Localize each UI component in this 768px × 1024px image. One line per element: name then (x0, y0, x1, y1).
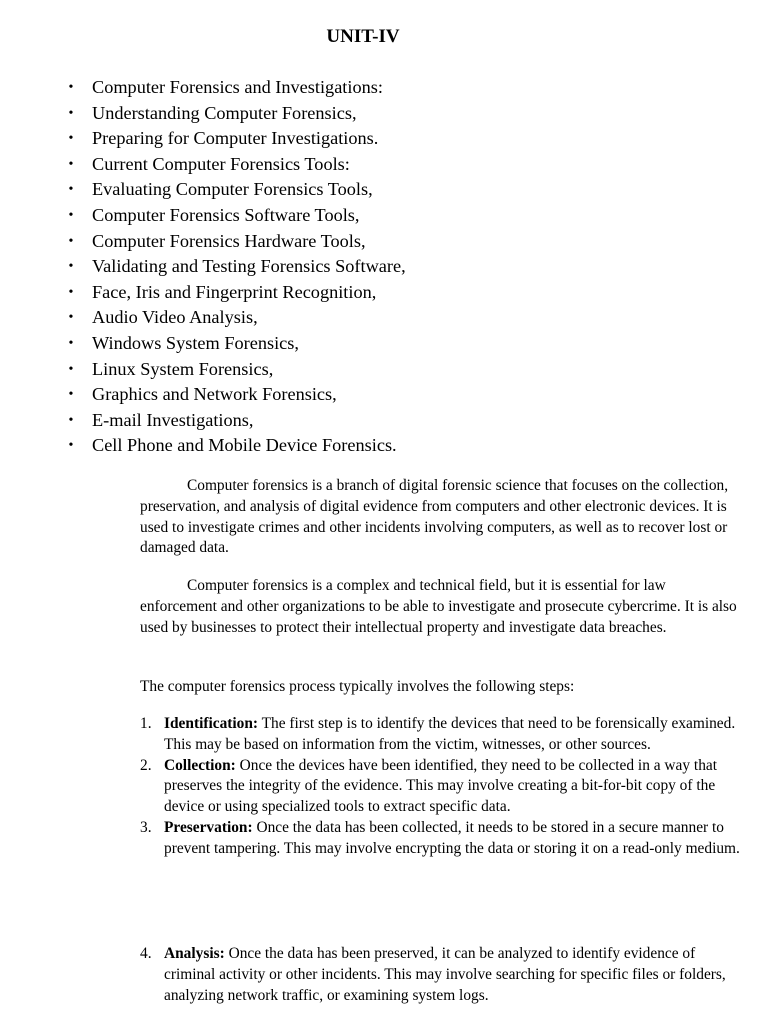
field-paragraph: Computer forensics is a complex and technical field, but it is essential for law enforcement and other organizations to be able to investigate and prosecute cybercrime. It is also used by businesses to protect their intellectual property and investigate data breaches. (140, 577, 737, 636)
process-step-preservation (140, 818, 740, 860)
topic-item (0, 126, 406, 152)
topic-item (0, 101, 406, 127)
bullet-icon: • (68, 310, 74, 326)
topic-label: Understanding Computer Forensics, (92, 102, 357, 123)
bullet-icon: • (68, 387, 74, 403)
topic-item (0, 382, 406, 408)
process-steps-list-continued (140, 944, 740, 1006)
topic-item (0, 75, 406, 101)
topic-item (0, 203, 406, 229)
step-number: 3. (140, 818, 152, 836)
step-description: Once the devices have been identified, they need to be collected in a way that preserves the integrity of the evidence. This may involve creating a bit-for-bit copy of the device or using specialized tools to extract specific data. (164, 756, 717, 816)
topic-label: Validating and Testing Forensics Software, (92, 256, 406, 277)
process-intro-paragraph: The computer forensics process typically involves the following steps: (140, 678, 575, 695)
intro-paragraph: Computer forensics is a branch of digital forensic science that focuses on the collection, preservation, and analysis of digital evidence from computers and other electronic devices. It is used to investigate crimes and other incidents involving computers, as well as to recover lost or damaged data. (140, 477, 729, 557)
topic-label: Face, Iris and Fingerprint Recognition, (92, 281, 377, 302)
topic-item (0, 305, 406, 331)
topic-label: E-mail Investigations, (92, 409, 254, 430)
bullet-icon: • (68, 412, 74, 428)
process-step-collection (140, 756, 740, 818)
step-number: 1. (140, 715, 152, 732)
step-number: 2. (140, 756, 152, 774)
bullet-icon: • (68, 80, 74, 95)
topic-label: Linux System Forensics, (92, 358, 274, 379)
topic-item (0, 331, 406, 357)
bullet-icon: • (68, 259, 74, 275)
topic-item (0, 229, 406, 255)
step-term: Preservation: (164, 818, 253, 836)
topic-label: Evaluating Computer Forensics Tools, (92, 179, 373, 200)
step-description: Once the data has been preserved, it can be analyzed to identify evidence of criminal activity or other incidents. This may involve searching for specific files or folders, analyzing network traffic, or examining system logs. (164, 945, 726, 1004)
bullet-icon: • (68, 131, 74, 147)
topic-label: Preparing for Computer Investigations. (92, 128, 379, 149)
bullet-icon: • (68, 233, 74, 249)
process-step-identification (140, 714, 740, 756)
topic-item (0, 254, 406, 280)
bullet-icon: • (68, 361, 74, 377)
topic-label: Audio Video Analysis, (92, 307, 258, 328)
bullet-icon: • (68, 284, 74, 300)
bullet-icon: • (68, 207, 74, 223)
step-term: Identification: (164, 715, 259, 732)
bullet-icon: • (68, 156, 74, 172)
topic-label: Computer Forensics Hardware Tools, (92, 230, 366, 251)
bullet-icon: • (68, 105, 74, 121)
topic-label: Windows System Forensics, (92, 332, 299, 353)
topic-item (0, 433, 406, 459)
process-step-analysis (140, 944, 740, 1006)
topic-label: Graphics and Network Forensics, (92, 384, 337, 405)
step-description: Once the data has been collected, it needs to be stored in a secure manner to prevent tampering. This may involve encrypting the data or storing it on a read-only medium. (164, 818, 740, 857)
topic-label: Computer Forensics and Investigations: (92, 77, 383, 97)
topic-label: Computer Forensics Software Tools, (92, 204, 360, 225)
step-description: The first step is to identify the devices that need to be forensically examined. This may be based on information from the victim, witnesses, or other sources. (164, 715, 736, 753)
topic-item (0, 177, 406, 203)
topic-item (0, 152, 406, 178)
step-term: Analysis: (164, 945, 225, 962)
topic-label: Current Computer Forensics Tools: (92, 153, 350, 174)
page-title: UNIT-IV (326, 26, 400, 47)
topic-label: Cell Phone and Mobile Device Forensics. (92, 435, 397, 456)
topic-item (0, 408, 406, 434)
process-steps-list (140, 714, 740, 860)
topic-list (0, 75, 406, 459)
topic-item (0, 357, 406, 383)
bullet-icon: • (68, 182, 74, 198)
step-term: Collection: (164, 756, 236, 774)
step-number: 4. (140, 945, 152, 962)
topic-item (0, 280, 406, 306)
bullet-icon: • (68, 335, 74, 351)
bullet-icon: • (68, 438, 74, 454)
